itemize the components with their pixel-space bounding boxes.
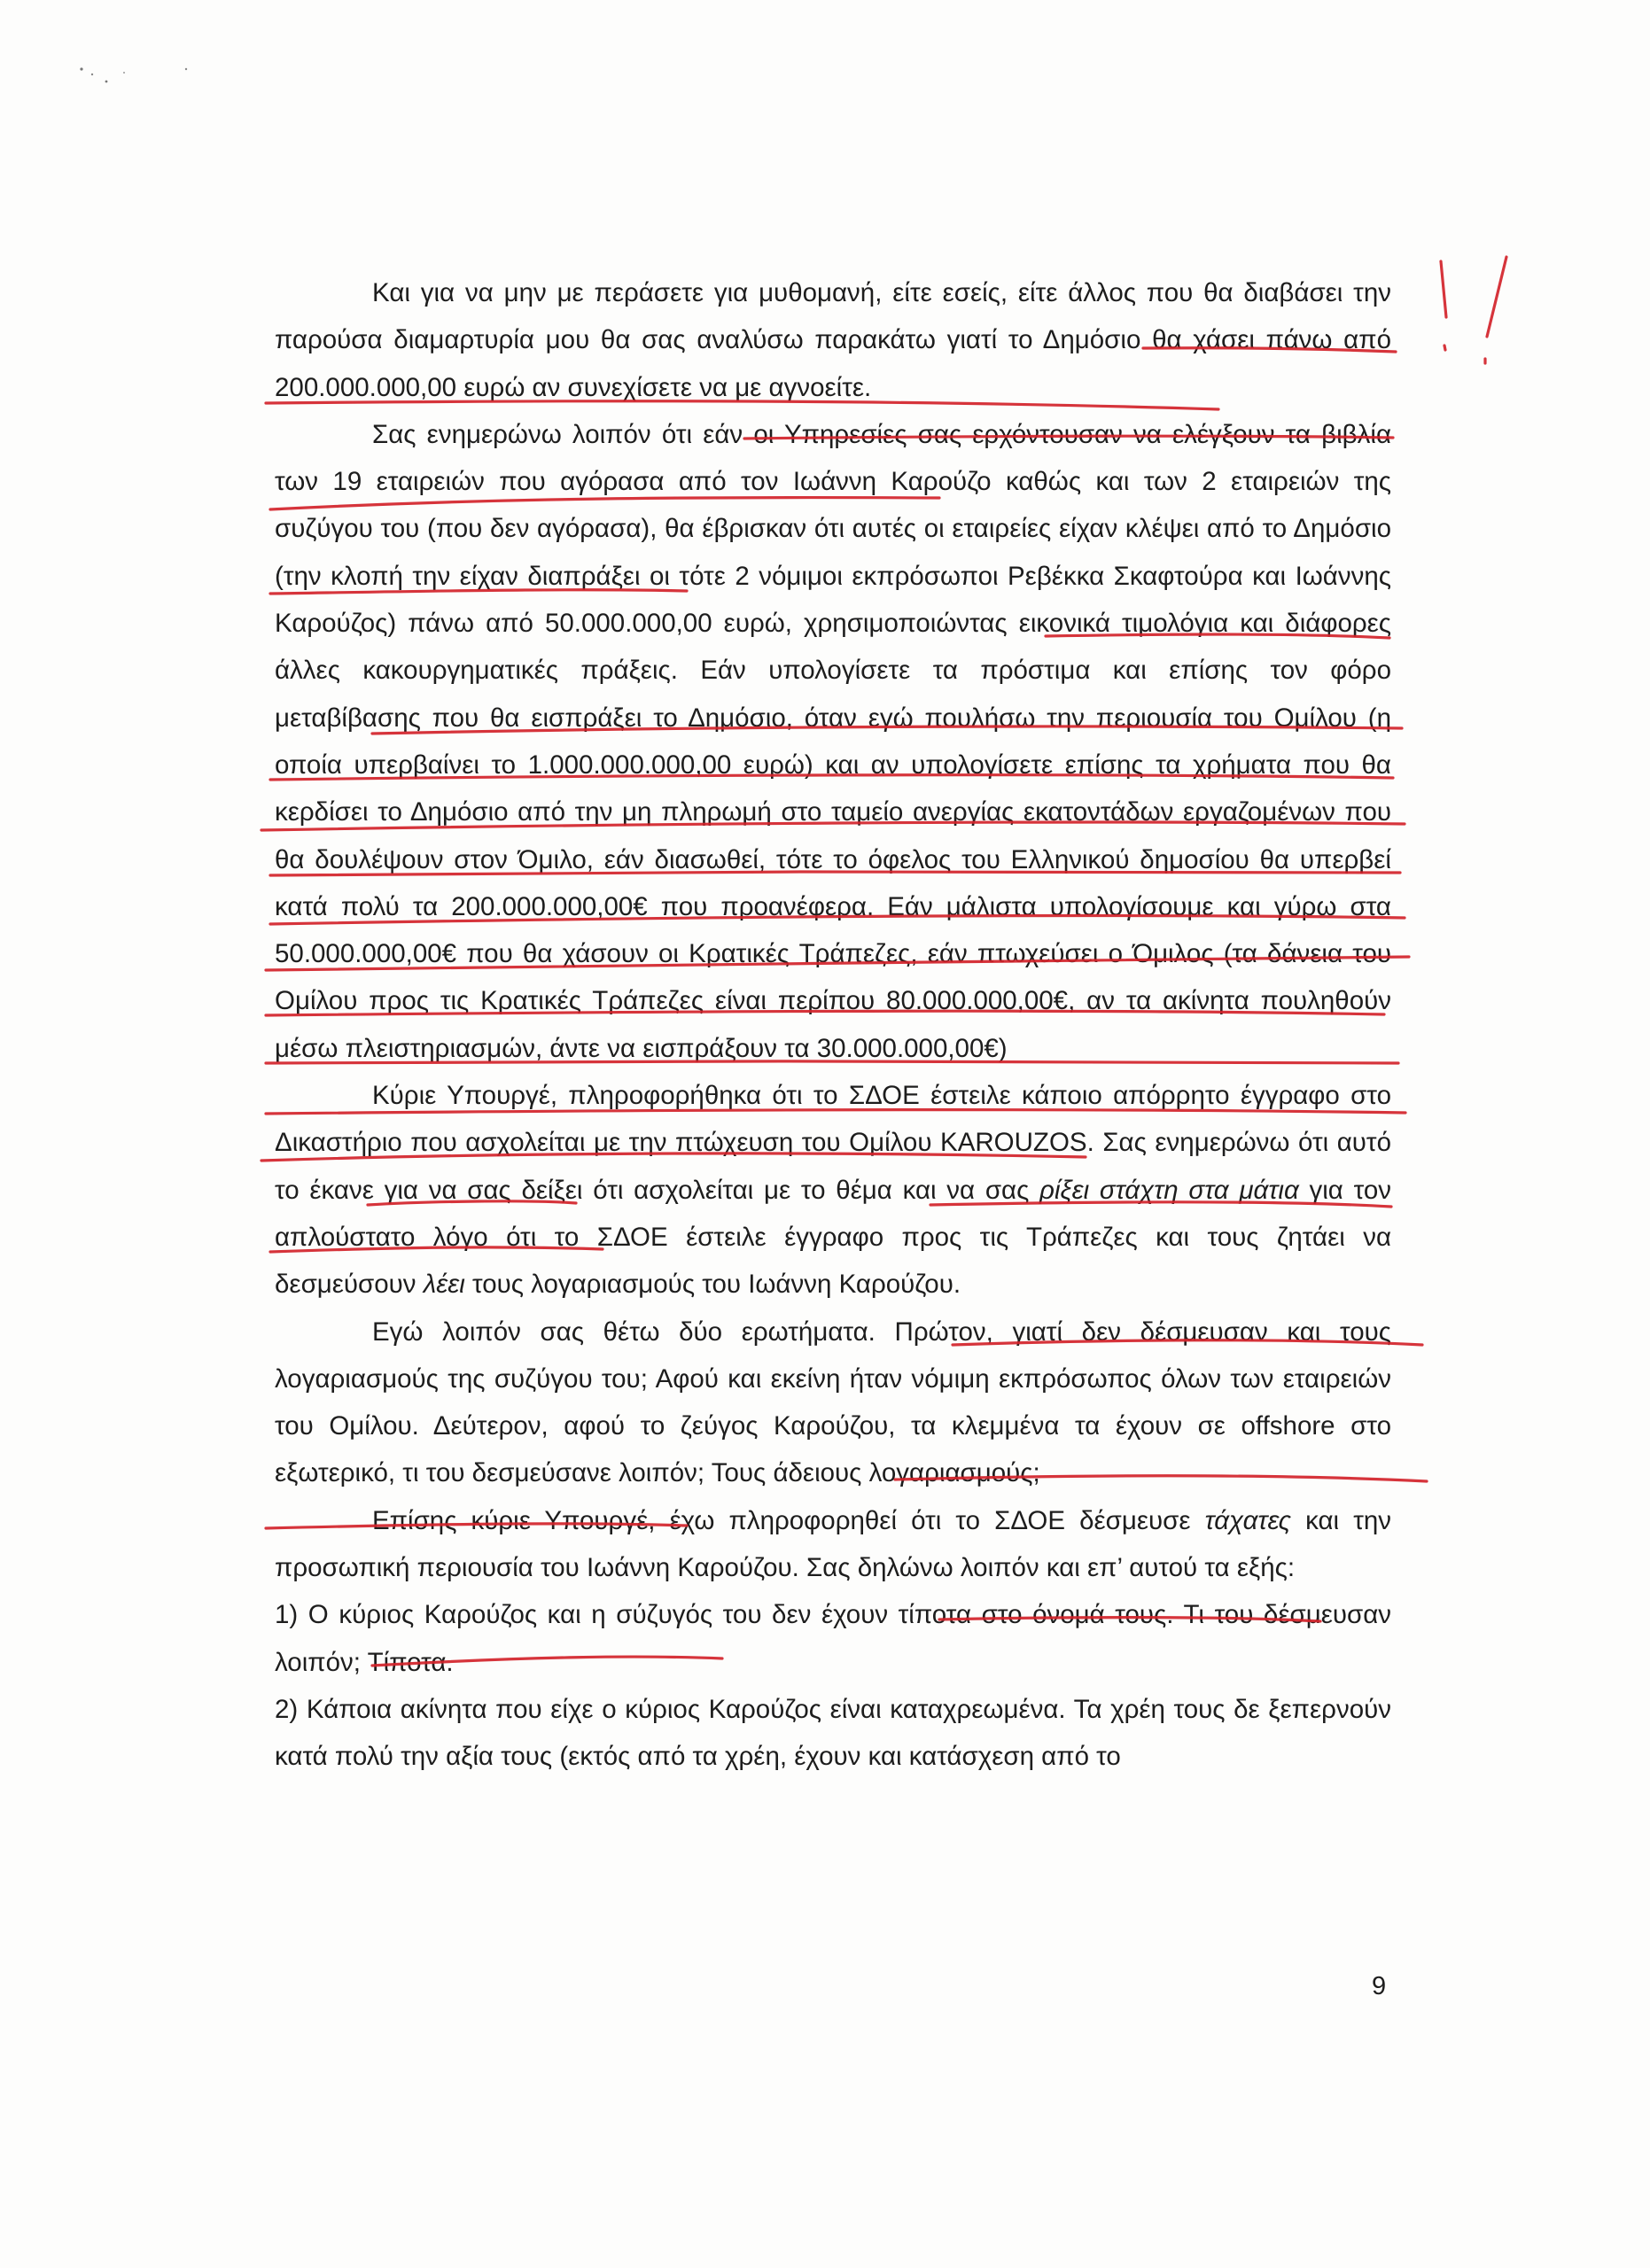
paragraph-deficit-claim: Και για να μην με περάσετε για μυθομανή, είτε εσείς, είτε άλλος που θα διαβάσει την παρούσα διαμαρτυρία μου θα σας αναλύσω παρακάτω γιατί το Δημόσιο θα χάσει πάνω από 200.000.000,00 ευρώ αν συνεχίσετε να με αγνοείτε. [275,278,1391,402]
page-number: 9 [1372,1972,1387,2000]
paragraph-two-questions: Εγώ λοιπόν σας θέτω δύο ερωτήματα. Πρώτον, γιατί δεν δέσμευσαν και τους λογαριασμούς της συζύγου του; Αφού και εκείνη ήταν νόμιμη εκπρόσωπος όλων των εταιρειών του Ομίλου. Δεύτερον, αφού το ζεύγος Καρούζου, τα κλεμμένα τα έχουν σε offshore στο εξωτερικό, τι του δεσμεύσανε λοιπόν; Τους άδειους λογαριασμούς; [275,1317,1391,1488]
margin-exclamation-mark [1485,257,1506,363]
paragraph-sdoe-document: Κύριε Υπουργέ, πληροφορήθηκα ότι το ΣΔΟΕ έστειλε κάποιο απόρρητο έγγραφο στο Δικαστήριο που ασχολείται με την πτώχευση του Ομίλου KAROUZOS. Σας ενημερώνω ότι αυτό το έκανε για να σας δείξει ότι ασχολείται με το θέμα και να σας ρίξει στάχτη στα μάτια για τον απλούστατο λόγο ότι το ΣΔΟΕ έστειλε έγγραφο προς τις Τράπεζες και τους ζητάει να δεσμεύσουν λέει τους λογαριασμούς του Ιωάννη Καρούζου. [275,1081,1391,1300]
margin-exclamation-mark [1441,261,1446,350]
paragraph-personal-assets: Επίσης κύριε Υπουργέ, έχω πληροφορηθεί ότι το ΣΔΟΕ δέσμευσε τάχατες και την προσωπική περιουσία του Ιωάννη Καρούζου. Σας δηλώνω λοιπόν και επ’ αυτού τα εξής: [275,1505,1391,1583]
paragraph-company-audit: Σας ενημερώνω λοιπόν ότι εάν οι Υπηρεσίες σας ερχόντουσαν να ελέγξουν τα βιβλία των 19 εταιρειών που αγόρασα από τον Ιωάννη Καρούζο καθώς και των 2 εταιρειών της συζύγου του (που δεν αγόρασα), θα έβρισκαν ότι αυτές οι εταιρείες είχαν κλέψει από το Δημόσιο (την κλοπή την είχαν διαπράξει οι τότε 2 νόμιμοι εκπρόσωποι Ρεβέκκα Σκαφτούρα και Ιωάννης Καρούζος) πάνω από 50.000.000,00 ευρώ, χρησιμοποιώντας εικονικά τιμολόγια και διάφορες άλλες κακουργηματικές πράξεις. Εάν υπολογίσετε τα πρόστιμα και επίσης τον φόρο μεταβίβασης που θα εισπράξει το Δημόσιο, όταν εγώ πουλήσω την περιουσία του Ομίλου (η οποία υπερβαίνει το 1.000.000.000,00 ευρώ) και αν υπολογίσετε επίσης τα χρήματα που θα κερδίσει το Δημόσιο από την μη πληρωμή στο ταμείο ανεργίας εκατοντάδων εργαζομένων που θα δουλέψουν στον Όμιλο, εάν διασωθεί, τότε το όφελος του Ελληνικού δημοσίου θα υπερβεί κατά πολύ τα 200.000.000,00€ που προανέφερα. Εάν μάλιστα υπολογίσουμε και γύρω στα 50.000.000,00€ που θα χάσουν οι Κρατικές Τράπεζες, εάν πτωχεύσει ο Όμιλος (τα δάνεια του Ομίλου προς τις Κρατικές Τράπεζες είναι περίπου 80.000.000,00€, αν τα ακίνητα πουληθούν μέσω πλειστηριασμών, άντε να εισπράξουν τα 30.000.000,00€) [275,419,1391,1063]
list-item-2: 2) Κάποια ακίνητα που είχε ο κύριος Καρούζος είναι καταχρεωμένα. Τα χρέη τους δε ξεπερνούν κατά πολύ την αξία τους (εκτός από τα χρέη, έχουν και κατάσχεση από το [275,1694,1391,1772]
letter-body [275,269,1391,1781]
list-item-1: 1) Ο κύριος Καρούζος και η σύζυγός του δεν έχουν τίποτα στο όνομά τους. Τι του δέσμευσαν λοιπόν; Τίποτα. [275,1600,1391,1677]
scan-corner-specks [71,62,213,97]
